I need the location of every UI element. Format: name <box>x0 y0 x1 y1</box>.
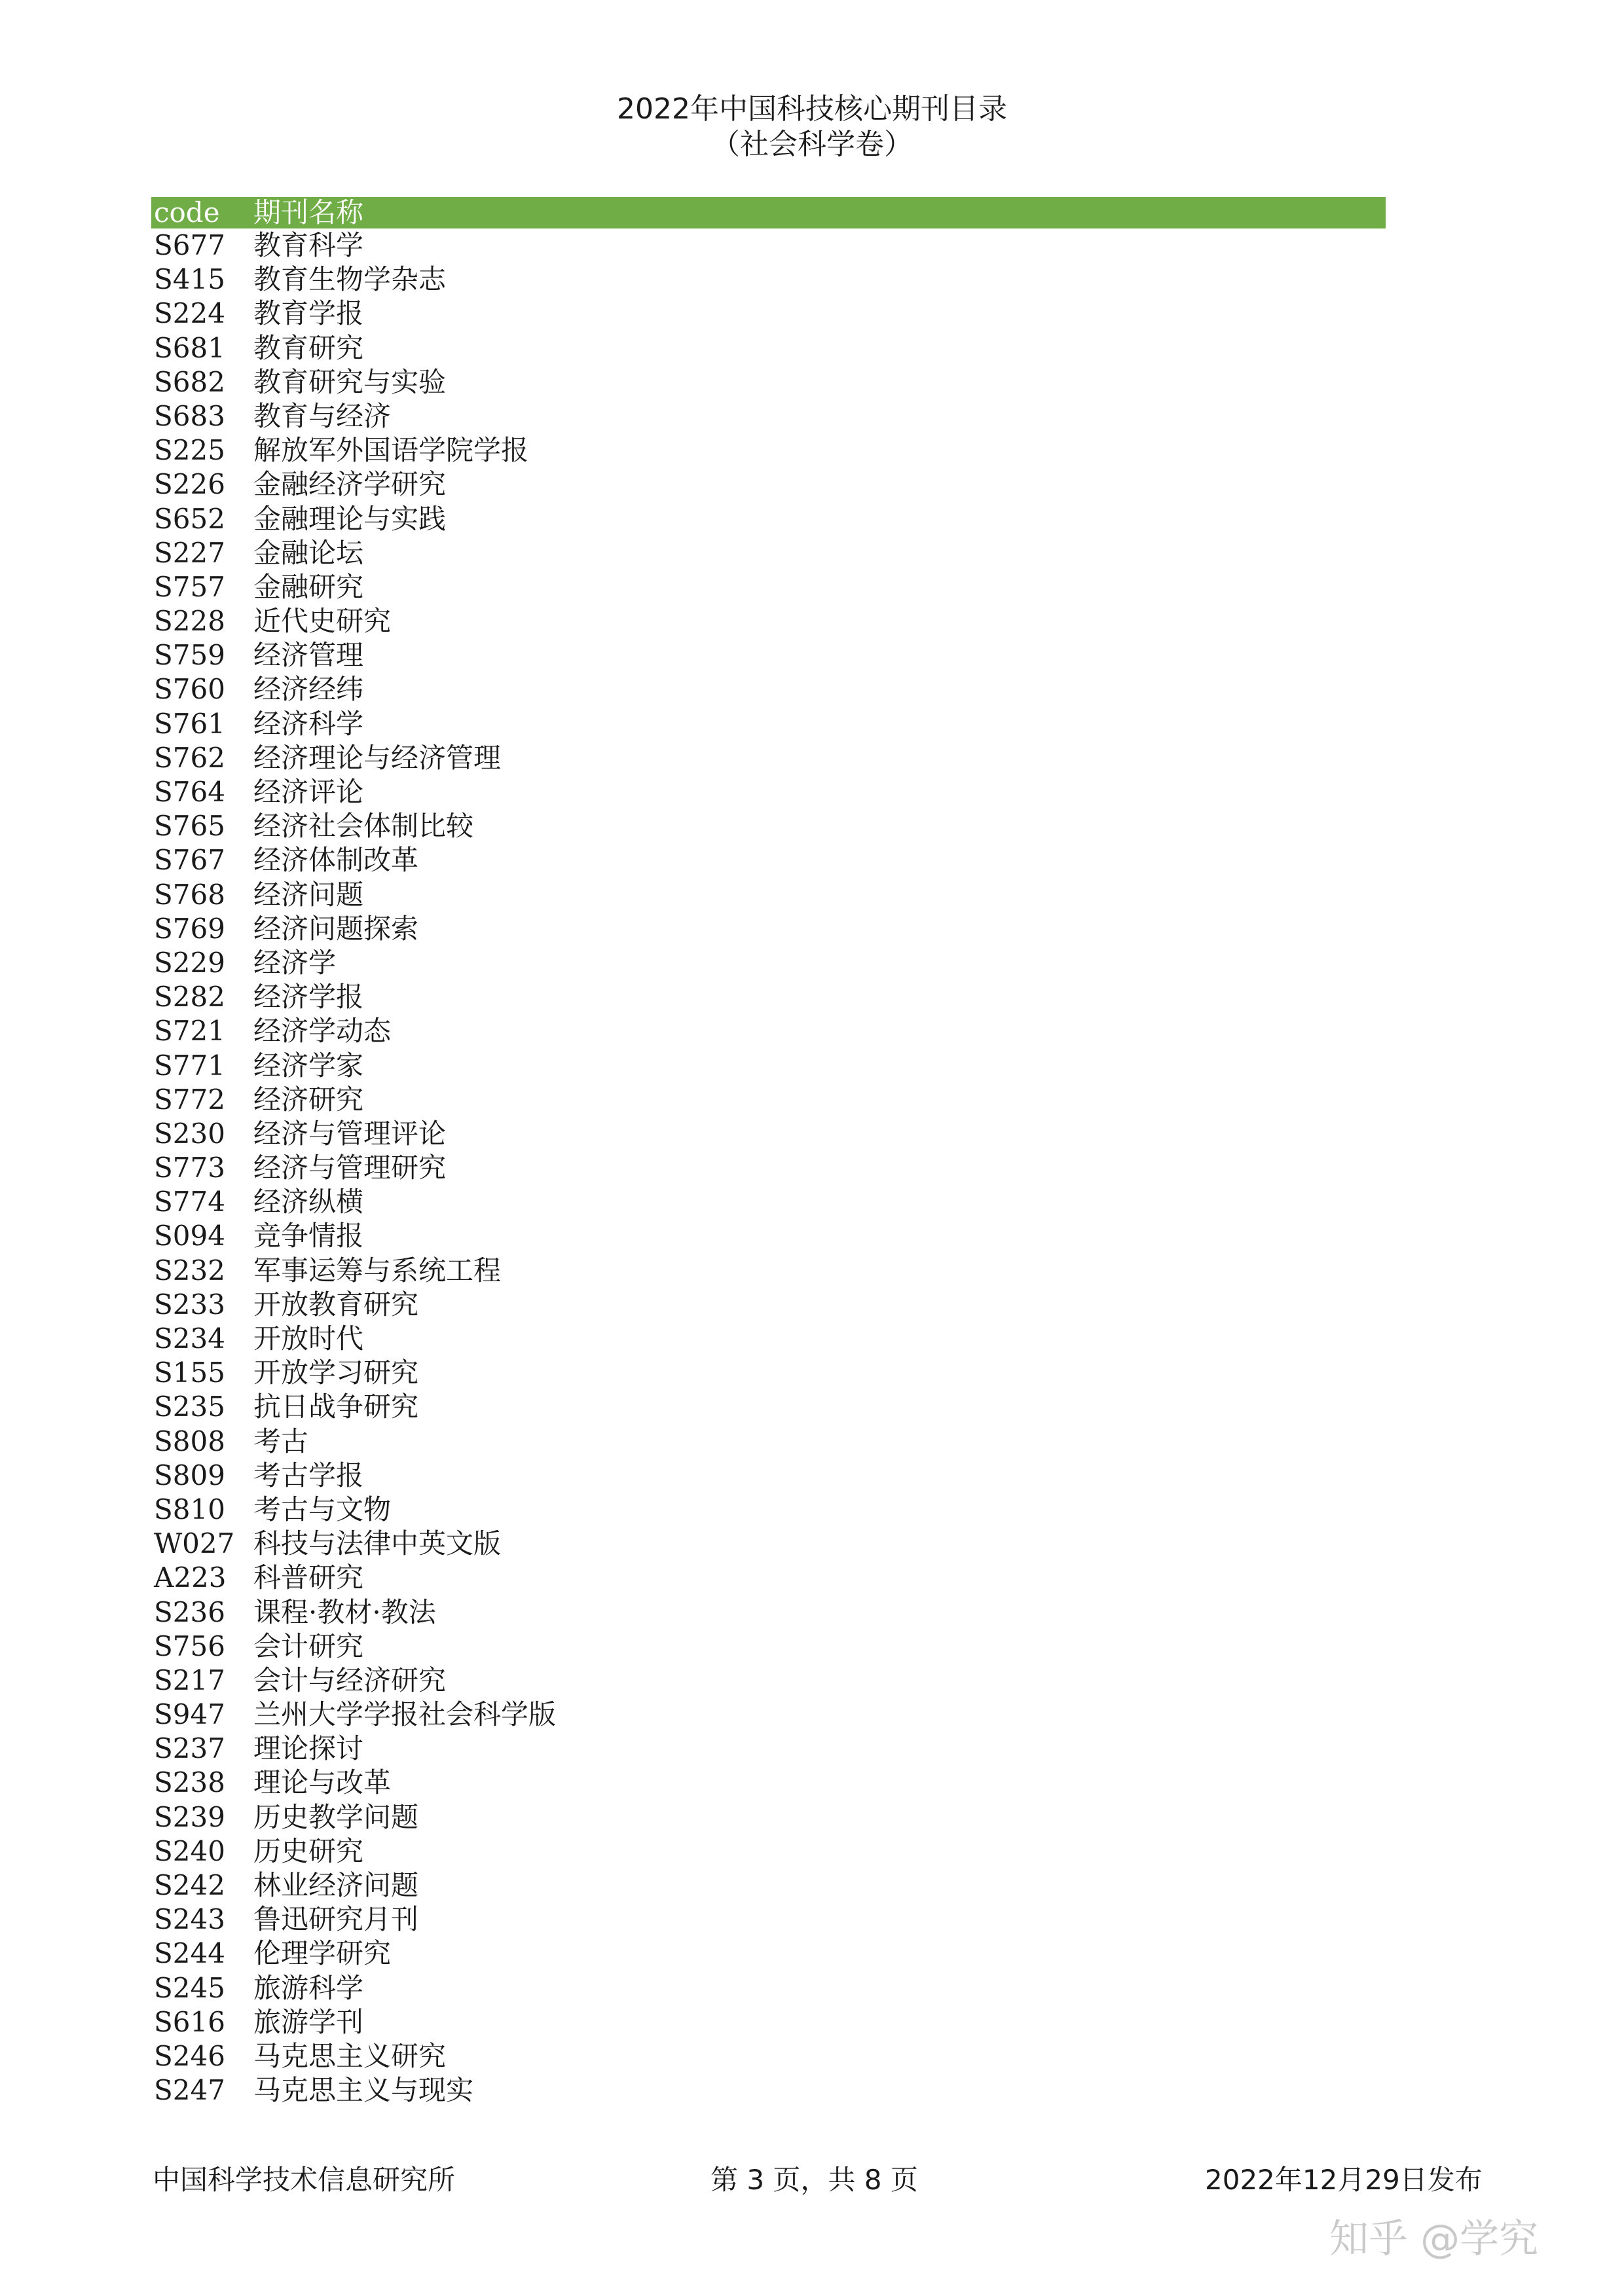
journal-code: S232 <box>154 1254 225 1286</box>
title-line-2: （社会科学卷） <box>711 128 913 161</box>
table-row <box>151 297 1386 331</box>
journal-name: 经济与管理研究 <box>253 1152 447 1184</box>
journal-code: S226 <box>154 468 225 501</box>
journal-code: S217 <box>154 1664 225 1696</box>
journal-code: W027 <box>154 1527 235 1560</box>
table-row <box>151 1049 1386 1083</box>
table-row <box>151 570 1386 604</box>
table-row <box>151 1185 1386 1219</box>
journal-code: S809 <box>154 1459 225 1491</box>
journal-name: 考古 <box>253 1425 309 1457</box>
table-row <box>151 1800 1386 1834</box>
table-row <box>151 946 1386 980</box>
journal-code: S769 <box>154 912 225 945</box>
journal-code: S246 <box>154 2039 225 2072</box>
journal-name: 经济学家 <box>253 1049 364 1082</box>
journal-code: S772 <box>154 1083 225 1116</box>
journal-name: 历史研究 <box>253 1834 364 1867</box>
header-code: code <box>154 196 220 228</box>
journal-name: 经济研究 <box>253 1083 364 1116</box>
journal-name: 金融经济学研究 <box>253 468 447 501</box>
journal-name: 经济学动态 <box>253 1015 392 1048</box>
journal-name: 兰州大学学报社会科学版 <box>253 1698 557 1731</box>
table-row <box>151 980 1386 1014</box>
journal-name: 经济问题探索 <box>253 912 419 945</box>
journal-code: S230 <box>154 1117 225 1150</box>
journal-code: S947 <box>154 1698 225 1731</box>
journal-code: S243 <box>154 1903 225 1936</box>
journal-name: 近代史研究 <box>253 605 392 638</box>
table-row <box>151 331 1386 365</box>
journal-name: 林业经济问题 <box>253 1869 419 1901</box>
table-row <box>151 1425 1386 1459</box>
table-row <box>151 2073 1386 2107</box>
table-row <box>151 1356 1386 1390</box>
journal-name: 科普研究 <box>253 1561 364 1594</box>
journal-code: S774 <box>154 1186 225 1218</box>
table-row <box>151 1868 1386 1903</box>
journal-name: 科技与法律中英文版 <box>253 1527 502 1560</box>
table-row <box>151 1561 1386 1595</box>
journal-code: S238 <box>154 1766 225 1799</box>
journal-name: 教育研究 <box>253 331 364 364</box>
table-row <box>151 878 1386 912</box>
watermark: 知乎 @学究 <box>1329 2216 1539 2262</box>
journal-name: 开放学习研究 <box>253 1357 419 1389</box>
journal-code: S756 <box>154 1630 225 1662</box>
table-row <box>151 1254 1386 1288</box>
table-row <box>151 1288 1386 1322</box>
journal-code: S227 <box>154 536 225 569</box>
table-row <box>151 1595 1386 1630</box>
journal-name: 开放时代 <box>253 1322 364 1355</box>
journal-name: 理论探讨 <box>253 1732 364 1765</box>
table-row <box>151 536 1386 570</box>
journal-code: S768 <box>154 878 225 911</box>
journal-name: 历史教学问题 <box>253 1800 419 1833</box>
table-row <box>151 1630 1386 1664</box>
journal-code: S224 <box>154 297 225 330</box>
journal-name: 教育生物学杂志 <box>253 263 447 296</box>
journal-code: S245 <box>154 1971 225 2004</box>
journal-code: S759 <box>154 639 225 672</box>
table-row <box>151 1903 1386 1937</box>
table-row <box>151 1014 1386 1048</box>
journal-code: S616 <box>154 2005 225 2038</box>
journal-table <box>151 197 1386 2107</box>
title-line-1: 2022年中国科技核心期刊目录 <box>617 92 1007 126</box>
journal-code: S229 <box>154 946 225 979</box>
journal-name: 会计研究 <box>253 1630 364 1662</box>
journal-name: 旅游科学 <box>253 1971 364 2004</box>
journal-name: 理论与改革 <box>253 1766 392 1799</box>
table-row <box>151 2005 1386 2039</box>
footer-page-number: 第 3 页，共 8 页 <box>710 2164 918 2196</box>
table-row <box>151 1459 1386 1493</box>
table-row <box>151 433 1386 467</box>
journal-code: S681 <box>154 331 225 364</box>
table-header-row <box>151 197 1386 228</box>
table-row <box>151 1698 1386 1732</box>
journal-code: A223 <box>154 1561 227 1594</box>
journal-code: S282 <box>154 981 225 1013</box>
journal-name: 开放教育研究 <box>253 1288 419 1321</box>
table-row <box>151 1937 1386 1971</box>
journal-code: S773 <box>154 1152 225 1184</box>
journal-name: 课程·教材·教法 <box>253 1595 436 1628</box>
table-row <box>151 228 1386 263</box>
journal-code: S810 <box>154 1493 225 1525</box>
table-row <box>151 672 1386 706</box>
journal-name: 经济纵横 <box>253 1186 364 1218</box>
journal-code: S240 <box>154 1834 225 1867</box>
journal-name: 经济学报 <box>253 981 364 1013</box>
journal-code: S235 <box>154 1391 225 1423</box>
table-row <box>151 263 1386 297</box>
table-row <box>151 1322 1386 1356</box>
journal-code: S242 <box>154 1869 225 1901</box>
table-row <box>151 2039 1386 2073</box>
table-row <box>151 912 1386 946</box>
journal-code: S808 <box>154 1425 225 1457</box>
table-row <box>151 1219 1386 1253</box>
table-row <box>151 1151 1386 1185</box>
table-row <box>151 1971 1386 2005</box>
table-row <box>151 775 1386 809</box>
journal-code: S233 <box>154 1288 225 1321</box>
table-row <box>151 1083 1386 1117</box>
journal-code: S225 <box>154 434 225 467</box>
table-row <box>151 467 1386 501</box>
journal-code: S237 <box>154 1732 225 1765</box>
table-row <box>151 1834 1386 1868</box>
journal-code: S721 <box>154 1015 225 1048</box>
journal-name: 经济理论与经济管理 <box>253 741 502 774</box>
journal-code: S236 <box>154 1595 225 1628</box>
journal-code: S415 <box>154 263 225 296</box>
journal-code: S761 <box>154 707 225 740</box>
journal-name: 金融论坛 <box>253 536 364 569</box>
table-row <box>151 1493 1386 1527</box>
journal-code: S764 <box>154 776 225 808</box>
table-row <box>151 1527 1386 1561</box>
page-footer <box>0 2160 1624 2200</box>
journal-code: S682 <box>154 365 225 398</box>
journal-code: S239 <box>154 1800 225 1833</box>
table-row <box>151 604 1386 638</box>
journal-name: 教育与经济 <box>253 399 392 432</box>
journal-code: S760 <box>154 673 225 706</box>
journal-code: S155 <box>154 1357 225 1389</box>
journal-name: 经济体制改革 <box>253 844 419 877</box>
footer-release-date: 2022年12月29日发布 <box>1205 2164 1483 2196</box>
journal-name: 教育科学 <box>253 229 364 261</box>
journal-name: 鲁迅研究月刊 <box>253 1903 419 1936</box>
journal-name: 经济问题 <box>253 878 364 911</box>
journal-name: 经济科学 <box>253 707 364 740</box>
journal-code: S683 <box>154 399 225 432</box>
journal-code: S228 <box>154 605 225 638</box>
journal-code: S771 <box>154 1049 225 1082</box>
journal-name: 教育研究与实验 <box>253 365 447 398</box>
journal-name: 马克思主义研究 <box>253 2039 447 2072</box>
journal-name: 考古与文物 <box>253 1493 392 1525</box>
journal-name: 金融理论与实践 <box>253 502 447 535</box>
table-row <box>151 741 1386 775</box>
journal-code: S757 <box>154 570 225 603</box>
journal-name: 教育学报 <box>253 297 364 330</box>
journal-name: 马克思主义与现实 <box>253 2074 474 2107</box>
journal-name: 考古学报 <box>253 1459 364 1491</box>
journal-name: 经济学 <box>253 946 337 979</box>
table-row <box>151 502 1386 536</box>
table-row <box>151 1390 1386 1424</box>
journal-code: S234 <box>154 1322 225 1355</box>
document-title <box>0 92 1624 162</box>
table-row <box>151 1664 1386 1698</box>
table-row <box>151 843 1386 877</box>
journal-name: 经济管理 <box>253 639 364 672</box>
journal-name: 旅游学刊 <box>253 2005 364 2038</box>
journal-name: 解放军外国语学院学报 <box>253 434 529 467</box>
table-row <box>151 1732 1386 1766</box>
journal-code: S094 <box>154 1220 225 1252</box>
journal-name: 竞争情报 <box>253 1220 364 1252</box>
journal-code: S762 <box>154 741 225 774</box>
journal-code: S247 <box>154 2074 225 2107</box>
table-row <box>151 1117 1386 1151</box>
table-body <box>151 228 1386 2107</box>
journal-name: 金融研究 <box>253 570 364 603</box>
table-row <box>151 1766 1386 1800</box>
journal-code: S677 <box>154 229 225 261</box>
journal-name: 军事运筹与系统工程 <box>253 1254 502 1286</box>
journal-name: 经济社会体制比较 <box>253 810 474 843</box>
journal-name: 伦理学研究 <box>253 1937 392 1970</box>
header-name: 期刊名称 <box>253 196 364 228</box>
table-row <box>151 399 1386 433</box>
footer-publisher: 中国科学技术信息研究所 <box>153 2164 456 2196</box>
table-row <box>151 809 1386 843</box>
journal-name: 经济评论 <box>253 776 364 808</box>
journal-code: S765 <box>154 810 225 843</box>
journal-name: 经济与管理评论 <box>253 1117 447 1150</box>
journal-code: S244 <box>154 1937 225 1970</box>
table-row <box>151 638 1386 672</box>
journal-code: S652 <box>154 502 225 535</box>
journal-name: 会计与经济研究 <box>253 1664 447 1696</box>
journal-code: S767 <box>154 844 225 877</box>
table-row <box>151 365 1386 399</box>
journal-name: 经济经纬 <box>253 673 364 706</box>
table-row <box>151 707 1386 741</box>
journal-name: 抗日战争研究 <box>253 1391 419 1423</box>
